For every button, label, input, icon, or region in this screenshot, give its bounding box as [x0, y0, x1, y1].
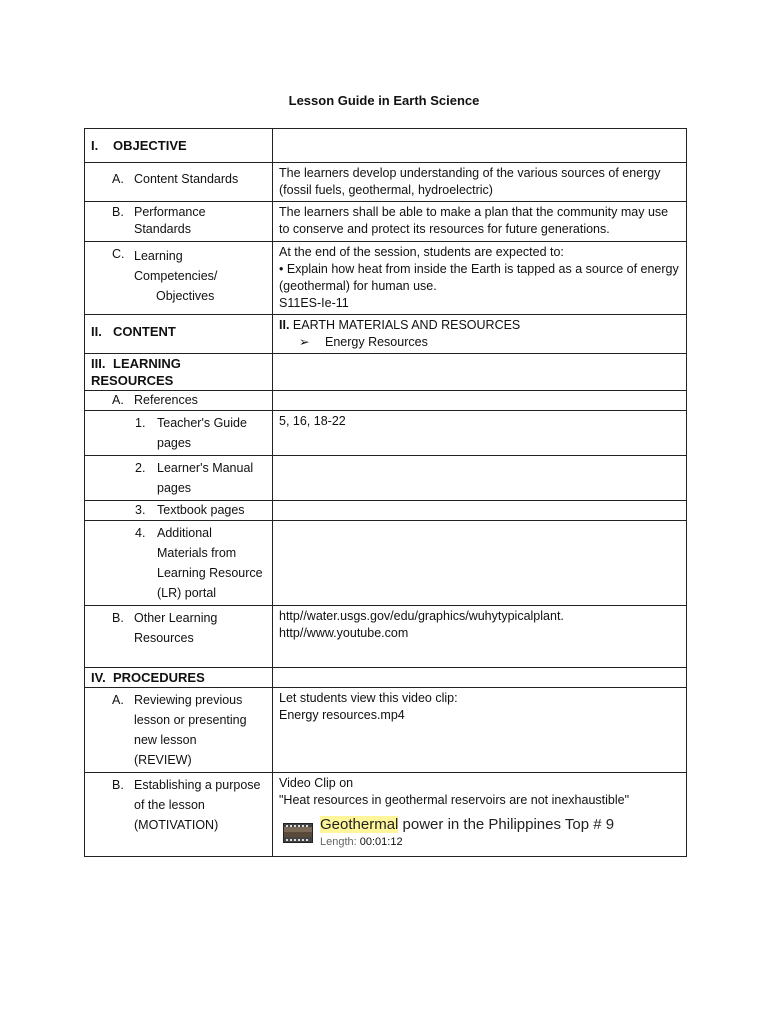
motivation-label: B. Establishing a purpose of the lesson (MOTIVATION) [85, 773, 273, 857]
textbook-label: 3. Textbook pages [85, 501, 273, 521]
document-title: Lesson Guide in Earth Science [288, 93, 480, 108]
usgs-link[interactable]: http//water.usgs.gov/edu/graphics/wuhytypicalplant. [279, 609, 564, 623]
table-row [85, 202, 687, 242]
other-resources-links [273, 606, 687, 668]
content-standards-label: A. Content Standards [85, 163, 273, 202]
table-row [85, 501, 687, 521]
additional-materials-value [273, 521, 687, 606]
table-row [85, 456, 687, 501]
film-icon[interactable] [283, 823, 313, 843]
table-row [85, 668, 687, 688]
procedures-section: IV. PROCEDURES [85, 668, 273, 688]
additional-materials-label: 4. Additional Materials from Learning Resource (LR) portal [85, 521, 273, 606]
competencies-text: At the end of the session, students are expected to: • Explain how heat from inside the Earth is tapped as a source of energy (geothermal) for human use. S11ES-Ie-11 [273, 242, 687, 315]
other-resources-label: B. Other Learning Resources [85, 606, 273, 668]
references-label: A. References [85, 391, 273, 411]
table-row [85, 688, 687, 773]
learners-manual-pages [273, 456, 687, 501]
video-file-link[interactable]: Energy resources.mp4 [279, 708, 405, 722]
references-value [273, 391, 687, 411]
arrow-bullet-icon: ➢ [299, 335, 310, 349]
competencies-label: C. Learning Competencies/ Objectives [85, 242, 273, 315]
table-row [85, 129, 687, 163]
performance-standards-text: The learners shall be able to make a plan that the community may use to conserve and protect its resources for future generations. [273, 202, 687, 242]
content-text: II. EARTH MATERIALS AND RESOURCES ➢ Energy Resources [273, 315, 687, 354]
table-row [85, 354, 687, 391]
textbook-pages [273, 501, 687, 521]
section-label: OBJECTIVE [113, 138, 187, 153]
table-row [85, 315, 687, 354]
objective-section [85, 129, 273, 163]
video-clip[interactable] [283, 815, 680, 849]
table-row [85, 606, 687, 668]
table-row [85, 773, 687, 857]
objective-value [273, 129, 687, 163]
review-text: Let students view this video clip: Energy resources.mp4 [273, 688, 687, 773]
table-row [85, 163, 687, 202]
learning-resources-section: III. LEARNING RESOURCES [85, 354, 273, 391]
section-number: I. [91, 138, 99, 153]
procedures-value [273, 668, 687, 688]
learning-resources-value [273, 354, 687, 391]
motivation-text: Video Clip on "Heat resources in geothermal reservoirs are not inexhaustible" Geothermal power in the Philippines Top # 9 Length: 00:01:12 [273, 773, 687, 857]
video-title[interactable]: Geothermal power in the Philippines Top # 9 [320, 816, 615, 833]
table-row [85, 521, 687, 606]
table-row [85, 411, 687, 456]
review-label: A. Reviewing previous lesson or presenting new lesson (REVIEW) [85, 688, 273, 773]
content-standards-text: The learners develop understanding of the various sources of energy (fossil fuels, geothermal, hydroelectric) [273, 163, 687, 202]
teachers-guide-pages: 5, 16, 18-22 [273, 411, 687, 456]
lesson-guide-table [84, 128, 687, 857]
youtube-link[interactable]: http//www.youtube.com [279, 626, 409, 640]
performance-standards-label: B. Performance Standards [85, 202, 273, 242]
teachers-guide-label: 1. Teacher's Guide pages [85, 411, 273, 456]
table-row [85, 391, 687, 411]
video-length: Length: 00:01:12 [320, 836, 403, 848]
content-section: II. CONTENT [85, 315, 273, 354]
learners-manual-label: 2. Learner's Manual pages [85, 456, 273, 501]
table-row [85, 242, 687, 315]
